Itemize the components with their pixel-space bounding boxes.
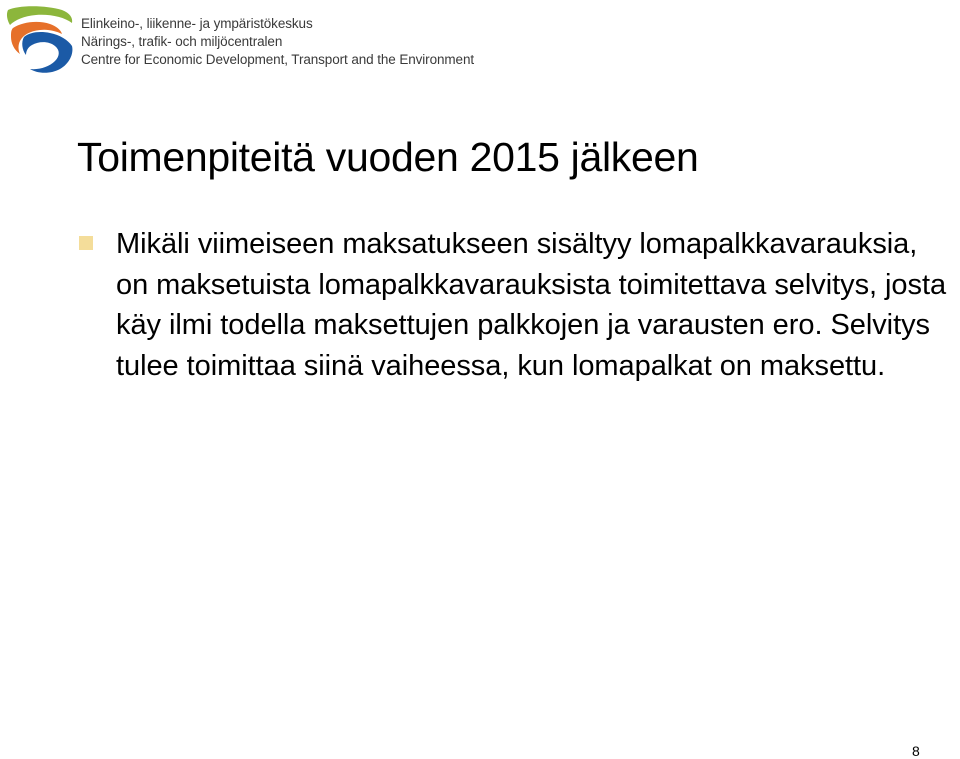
ely-centre-logo-icon (6, 4, 74, 74)
organization-name (81, 15, 474, 69)
slide-header (6, 4, 474, 76)
org-name-finnish: Elinkeino-, liikenne- ja ympäristökeskus (81, 16, 313, 31)
square-bullet-icon (79, 236, 93, 250)
org-name-swedish: Närings-, trafik- och miljöcentralen (81, 34, 283, 49)
page-number: 8 (912, 743, 920, 759)
bullet-text: Mikäli viimeiseen maksatukseen sisältyy lomapalkkavarauksia, on maksetuista lomapalkkavarauksista toimitettava selvitys, josta käy ilmi todella maksettujen palkkojen ja varausten ero. Selvitys tulee toimittaa siinä vaiheessa, kun lomapalkat on maksettu. (116, 228, 947, 382)
org-name-english: Centre for Economic Development, Transport and the Environment (81, 52, 474, 67)
slide-title: Toimenpiteitä vuoden 2015 jälkeen (77, 134, 699, 180)
bullet-list (76, 224, 956, 386)
bullet-item (76, 224, 956, 386)
